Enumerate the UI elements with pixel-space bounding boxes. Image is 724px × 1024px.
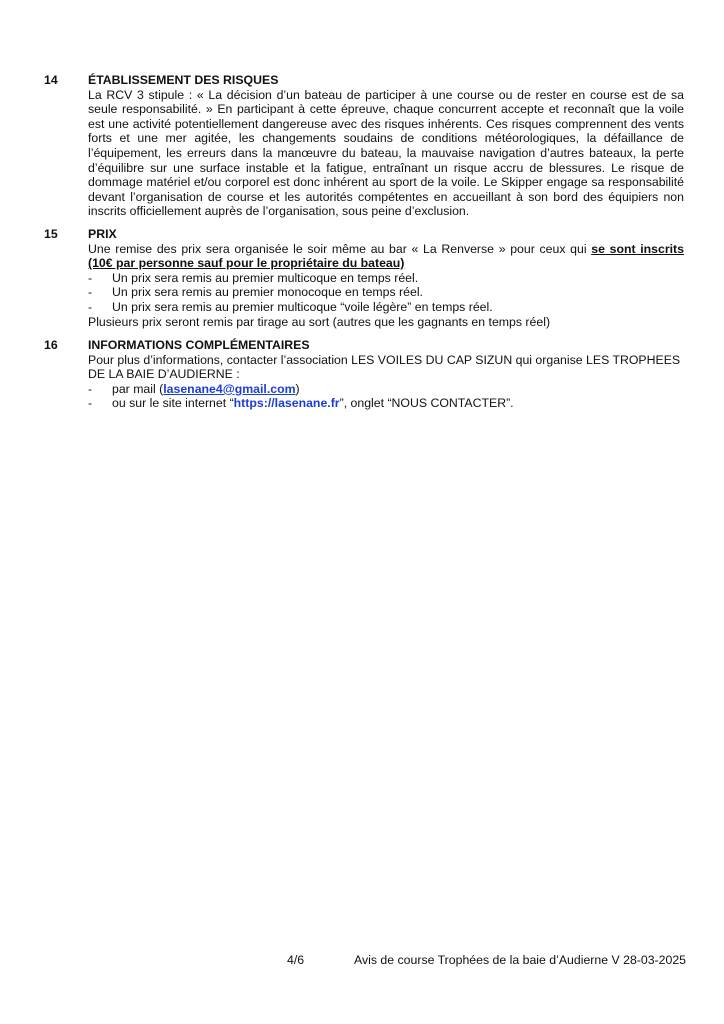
list-item-text — [112, 382, 300, 397]
list-item-text: Un prix sera remis au premier multicoque “voile légère” en temps réel. — [112, 299, 493, 314]
section-content — [88, 227, 684, 329]
list-item-text — [112, 396, 514, 411]
list-item-text: Un prix sera remis au premier monocoque en temps réel. — [112, 285, 423, 300]
bullet-dash: - — [88, 381, 93, 396]
section-content — [88, 338, 684, 411]
web-suffix: ”, onglet “NOUS CONTACTER”. — [339, 396, 514, 411]
prize-intro-text: Une remise des prix sera organisée le soir même au bar « La Renverse » pour ceux qui — [88, 241, 592, 256]
bullet-dash: - — [88, 396, 93, 411]
section-14 — [44, 73, 684, 219]
mail-prefix: par mail ( — [112, 381, 164, 396]
bullet-dash: - — [88, 299, 93, 314]
list-item-text: Un prix sera remis au premier multicoque en temps réel. — [112, 270, 419, 285]
section-paragraph: Pour plus d’informations, contacter l’association LES VOILES DU CAP SIZUN qui organise LES TROPHEES DE LA BAIE D’AUDIERNE : — [88, 352, 681, 382]
prize-registration-emphasis: se sont inscrits (10€ par personne sauf pour le propriétaire du bateau) — [88, 241, 684, 271]
section-heading: ÉTABLISSEMENT DES RISQUES — [88, 73, 279, 87]
section-number: 16 — [44, 338, 58, 352]
email-link[interactable]: lasenane4@gmail.com — [163, 381, 296, 396]
section-number: 15 — [44, 227, 58, 241]
list-item — [88, 396, 684, 411]
bullet-dash: - — [88, 285, 93, 300]
page-footer — [0, 953, 724, 969]
footer-document-title: Avis de course Trophées de la baie d’Audierne V 28-03-2025 — [354, 953, 687, 967]
section-closing-text: Plusieurs prix seront remis par tirage au sort (autres que les gagnants en temps réel) — [88, 314, 551, 329]
website-link[interactable]: https://lasenane.fr — [233, 396, 340, 411]
section-number: 14 — [44, 73, 58, 87]
web-prefix: ou sur le site internet “ — [112, 396, 234, 411]
page-number: 4/6 — [287, 953, 305, 967]
section-content — [88, 73, 684, 219]
list-item — [88, 300, 684, 315]
section-paragraph: La RCV 3 stipule : « La décision d’un bateau de participer à une course ou de rester en course est de sa seule responsabilité. » En participant à cette épreuve, chaque concurrent accepte et reconnaît que la voile est une activité potentiellement dangereuse avec des risques inhérents. Ces risques comprennent des vents forts et une mer agitée, les changements soudains de conditions météorologiques, la défaillance de l’équipement, les erreurs dans la manœuvre du bateau, la mauvaise navigation d’autres bateaux, la perte d’équilibre sur une surface instable et la fatigue, entraînant un risque accru de blessures. Le risque de dommage matériel et/ou corporel est donc inhérent au sport de la voile. Le Skipper engage sa responsabilité devant l’organisation de course et les autorités compétentes en accueillant à son bord des équipiers non inscrits officiellement auprès de l’organisation, sous peine d’exclusion. — [88, 87, 684, 219]
list-item — [88, 285, 684, 300]
mail-suffix: ) — [295, 381, 300, 396]
bullet-dash: - — [88, 270, 93, 285]
section-16 — [44, 338, 684, 411]
section-15 — [44, 227, 684, 329]
list-item — [88, 271, 684, 286]
section-heading: PRIX — [88, 227, 117, 241]
section-heading: INFORMATIONS COMPLÉMENTAIRES — [88, 338, 310, 352]
list-item — [88, 382, 684, 397]
section-paragraph — [88, 242, 684, 271]
